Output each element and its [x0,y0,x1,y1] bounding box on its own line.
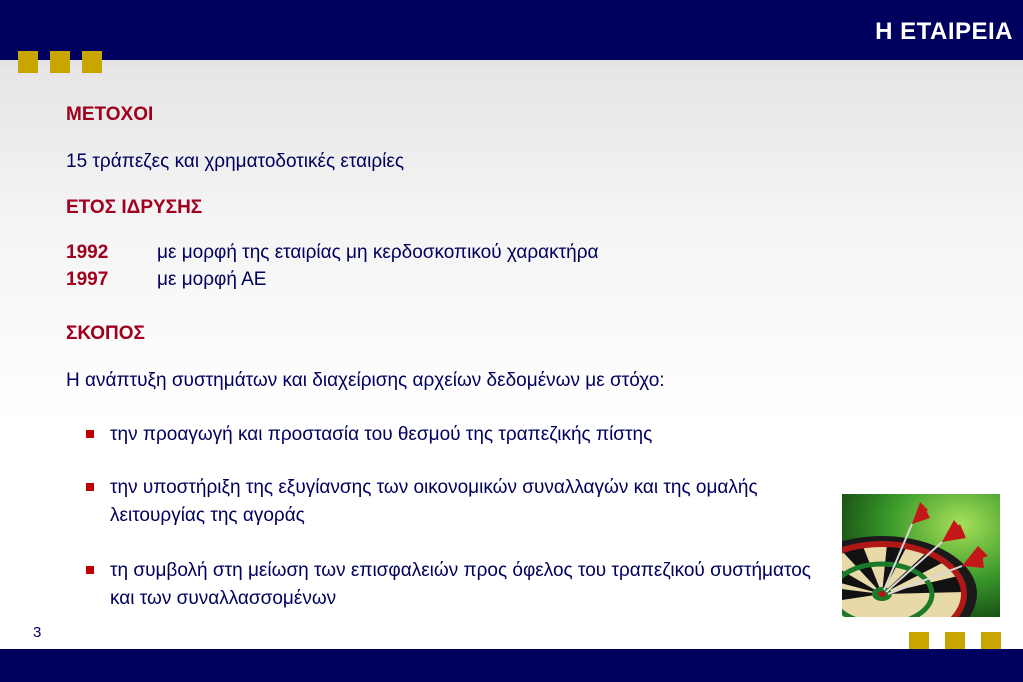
purpose-heading: ΣΚΟΠΟΣ [66,323,145,344]
decor-square [82,51,102,73]
founding-year-text: με μορφή της εταιρίας μη κερδοσκοπικού χαρακτήρα [157,242,599,263]
purpose-bullet: την υποστήριξη της εξυγίανσης των οικονομικών συναλλαγών και της ομαλής λειτουργίας της αγοράς [110,477,758,526]
footer-bar [0,649,1023,682]
dartboard-image [842,494,1000,617]
bullet-marker [86,566,94,574]
founding-year: 1997 [66,269,109,290]
shareholders-text: 15 τράπεζες και χρηματοδοτικές εταιρίες [66,151,404,172]
page-number: 3 [33,624,42,641]
bullet-marker [86,483,94,491]
founding-year: 1992 [66,242,109,263]
founding-heading: ΕΤΟΣ ΙΔΡΥΣΗΣ [66,197,203,218]
bullet-marker [86,430,94,438]
purpose-intro: Η ανάπτυξη συστημάτων και διαχείρισης αρχείων δεδομένων με στόχο: [66,370,665,391]
header-bar [0,0,1023,60]
decor-square [50,51,70,73]
founding-year-text: με μορφή ΑΕ [157,269,267,290]
shareholders-heading: ΜΕΤΟΧΟΙ [66,104,154,125]
slide-title: Η ΕΤΑΙΡΕΙΑ [875,18,1013,45]
purpose-bullet: τη συμβολή στη μείωση των επισφαλειών προς όφελος του τραπεζικού συστήματος και των συναλλασσομένων [110,560,811,609]
purpose-bullet: την προαγωγή και προστασία του θεσμού της τραπεζικής πίστης [110,424,653,445]
decor-square [18,51,38,73]
